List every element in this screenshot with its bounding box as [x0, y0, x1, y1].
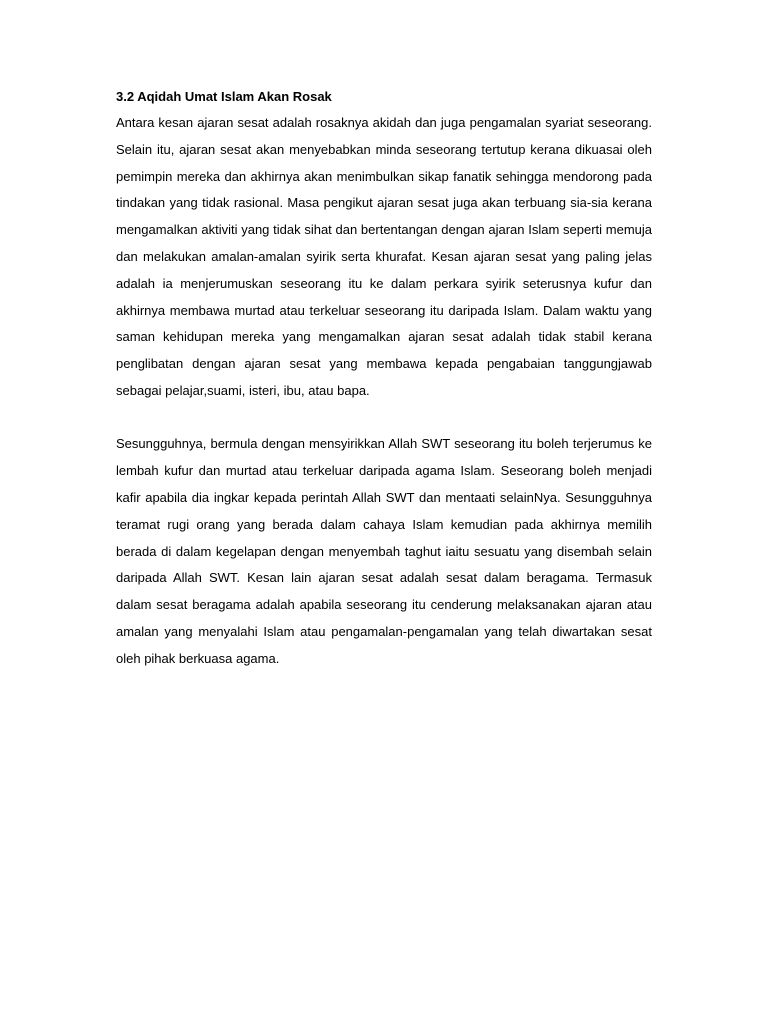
document-body: [116, 84, 652, 673]
paragraph: Antara kesan ajaran sesat adalah rosaknya akidah dan juga pengamalan syariat seseorang. Selain itu, ajaran sesat akan menyebabkan minda seseorang tertutup kerana dikuasai oleh pemimpin mereka dan akhirnya akan menimbulkan sikap fanatik sehingga mendorong pada tindakan yang tidak rasional. Masa pengikut ajaran sesat juga akan terbuang sia-sia kerana mengamalkan aktiviti yang tidak sihat dan bertentangan dengan ajaran Islam seperti memuja dan melakukan amalan-amalan syirik serta khurafat. Kesan ajaran sesat yang paling jelas adalah ia menjerumuskan seseorang itu ke dalam perkara syirik seterusnya kufur dan akhirnya membawa murtad atau terkeluar seseorang itu daripada Islam. Dalam waktu yang saman kehidupan mereka yang mengamalkan ajaran sesat adalah tidak stabil kerana penglibatan dengan ajaran sesat yang membawa kepada pengabaian tanggungjawab sebagai pelajar,suami, isteri, ibu, atau bapa.: [116, 115, 652, 398]
paragraph: Sesungguhnya, bermula dengan mensyirikkan Allah SWT seseorang itu boleh terjerumus ke lembah kufur dan murtad atau terkeluar daripada agama Islam. Seseorang boleh menjadi kafir apabila dia ingkar kepada perintah Allah SWT dan mentaati selainNya. Sesungguhnya teramat rugi orang yang berada dalam cahaya Islam kemudian pada akhirnya memilih berada di dalam kegelapan dengan menyembah taghut iaitu sesuatu yang disembah selain daripada Allah SWT. Kesan lain ajaran sesat adalah sesat dalam beragama. Termasuk dalam sesat beragama adalah apabila seseorang itu cenderung melaksanakan ajaran atau amalan yang menyalahi Islam atau pengamalan-pengamalan yang telah diwartakan sesat oleh pihak berkuasa agama.: [116, 436, 652, 666]
section-heading: 3.2 Aqidah Umat Islam Akan Rosak: [116, 89, 332, 104]
